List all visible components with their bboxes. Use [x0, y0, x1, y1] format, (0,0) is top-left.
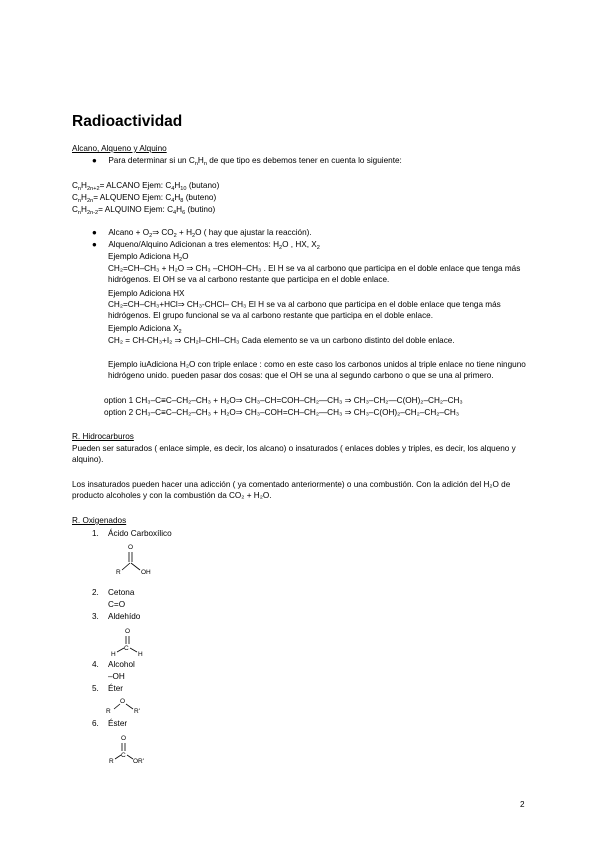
example-text-x2: CH₂ = CH-CH₃+I₂ ⇒ CH₂I–CHI–CH₃ Cada elemento se va un carbono distinto del doble enlace. — [108, 336, 455, 345]
ester-structure — [108, 731, 158, 767]
item-eter: Éter — [108, 684, 124, 693]
section-heading-hidrocarburos: R. Hidrocarburos — [72, 432, 134, 441]
example-heading-h2o: Ejemplo Adiciona $H_2O$ — [108, 252, 189, 263]
option-2: option 2 CH₃–C≡C–CH₂–CH₃ + H₂O⇒ CH₃–COH=CH–CH₂—CH₃ ⇒ CH₃–C(OH)₂–CH₂–CH₂–CH₃ — [104, 408, 460, 417]
item-cetona: Cetona — [108, 588, 135, 597]
example-text-hx: CH₂=CH–CH₃+HCl⇒ CH₃-CHCl– CH₃ El H se va al carbono que participa en el doble enlace que tenga más hidrógenos. El grupo funcional se va al carbono restante que participa en el doble enlace. — [108, 300, 501, 320]
hidrocarburos-paragraph-1: Pueden ser saturados ( enlace simple, es decir, los alcano) o insaturados ( enlaces dobles y triples, es decir, los alqueno y alquino). — [72, 444, 516, 464]
atom-r: R — [116, 569, 121, 576]
ether-structure — [104, 694, 154, 716]
item-alcohol: Alcohol — [108, 660, 135, 669]
alcohol-formula: –OH — [108, 672, 125, 681]
atom-o: O — [121, 735, 127, 742]
bullet-combustion: ● Alcano + $O_2\Rightarrow$ $CO_2 + H_2O$ ( hay que ajustar la reacción). — [92, 228, 312, 239]
list-number: 2. — [92, 588, 99, 597]
formula-alcano: $C_nH_{2n+2}=$ ALCANO Ejem: $C_4H_{10}$ (butano) — [72, 181, 220, 192]
atom-c: C — [124, 645, 129, 652]
atom-r-prime: R' — [134, 708, 140, 715]
atom-h: H — [111, 651, 116, 658]
bullet-intro: ● Para determinar si un $C_nH_n$ de que tipo es debemos tener en cuenta lo siguiente: — [92, 156, 402, 167]
formula-alqueno: $C_nH_{2n}=$ ALQUENO Ejem: $C_4H_8$ (buteno) — [72, 193, 217, 204]
list-number: 1. — [92, 529, 99, 538]
example-text-h2o: CH₂=CH–CH₃ + H₂O ⇒ CH₃ –CHOH–CH₃ . El H se va al carbono que participa en el doble enlace que tenga más hidrógenos. El OH se va al carbono restante que participa en el doble enlace. — [108, 264, 521, 284]
list-number: 3. — [92, 612, 99, 621]
atom-o: O — [128, 544, 134, 551]
section-heading-oxigenados: R. Oxigenados — [72, 516, 127, 525]
atom-oh: OH — [141, 569, 151, 576]
aldehyde-structure — [108, 624, 148, 660]
example-heading-x2: Ejemplo Adiciona $X_2$ — [108, 324, 182, 335]
atom-or: OR' — [133, 758, 144, 765]
hidrocarburos-paragraph-2: Los insaturados pueden hacer una adicción ( ya comentado anteriormente) o una combustión. Con la adición del H₂O de producto alcoholes y con la combustión da CO₂ + H₂O. — [72, 480, 511, 500]
atom-o: O — [120, 698, 126, 705]
cetona-formula: C=O — [108, 600, 126, 609]
option-1: option 1 CH₃–C≡C–CH₂–CH₃ + H₂O⇒ CH₃–CH=COH–CH₂—CH₃ ⇒ CH₃–CH₂—C(OH)₂–CH₂–CH₃ — [104, 396, 463, 405]
list-number: 5. — [92, 684, 99, 693]
example-heading-hx: Ejemplo Adiciona HX — [108, 289, 185, 298]
item-acido-carboxilico: Ácido Carboxílico — [108, 529, 172, 538]
atom-c: C — [121, 752, 126, 759]
bullet-adicion: ● Alqueno/Alquino Adicionan a tres elementos: $H_2O$ , HX, $X_2$ — [92, 240, 320, 251]
formula-alquino: $C_nH_{2n-2}=$ ALQUINO Ejem: $C_4H_6$ (butino) — [72, 205, 216, 216]
list-number: 4. — [92, 660, 99, 669]
atom-o: O — [125, 628, 131, 635]
atom-r: R — [109, 758, 114, 765]
list-number: 6. — [92, 719, 99, 728]
example-text-triple: Ejemplo iuAdiciona H₂O con triple enlace : como en este caso los carbonos unidos al triple enlace no tiene ninguno hidrógeno unido. pueden pasar dos cosas: que el OH se una al segundo carbono o que se una al primero. — [108, 360, 526, 380]
item-ester: Éster — [108, 719, 128, 728]
page-title: Radioactividad — [72, 113, 183, 130]
page-number: 2 — [520, 800, 525, 809]
carboxylic-acid-structure — [112, 542, 162, 578]
section-heading-alcano: Alcano, Alqueno y Alquino — [72, 144, 167, 153]
item-aldehido: Aldehído — [108, 612, 141, 621]
atom-r: R — [106, 708, 111, 715]
atom-h: H — [138, 651, 143, 658]
